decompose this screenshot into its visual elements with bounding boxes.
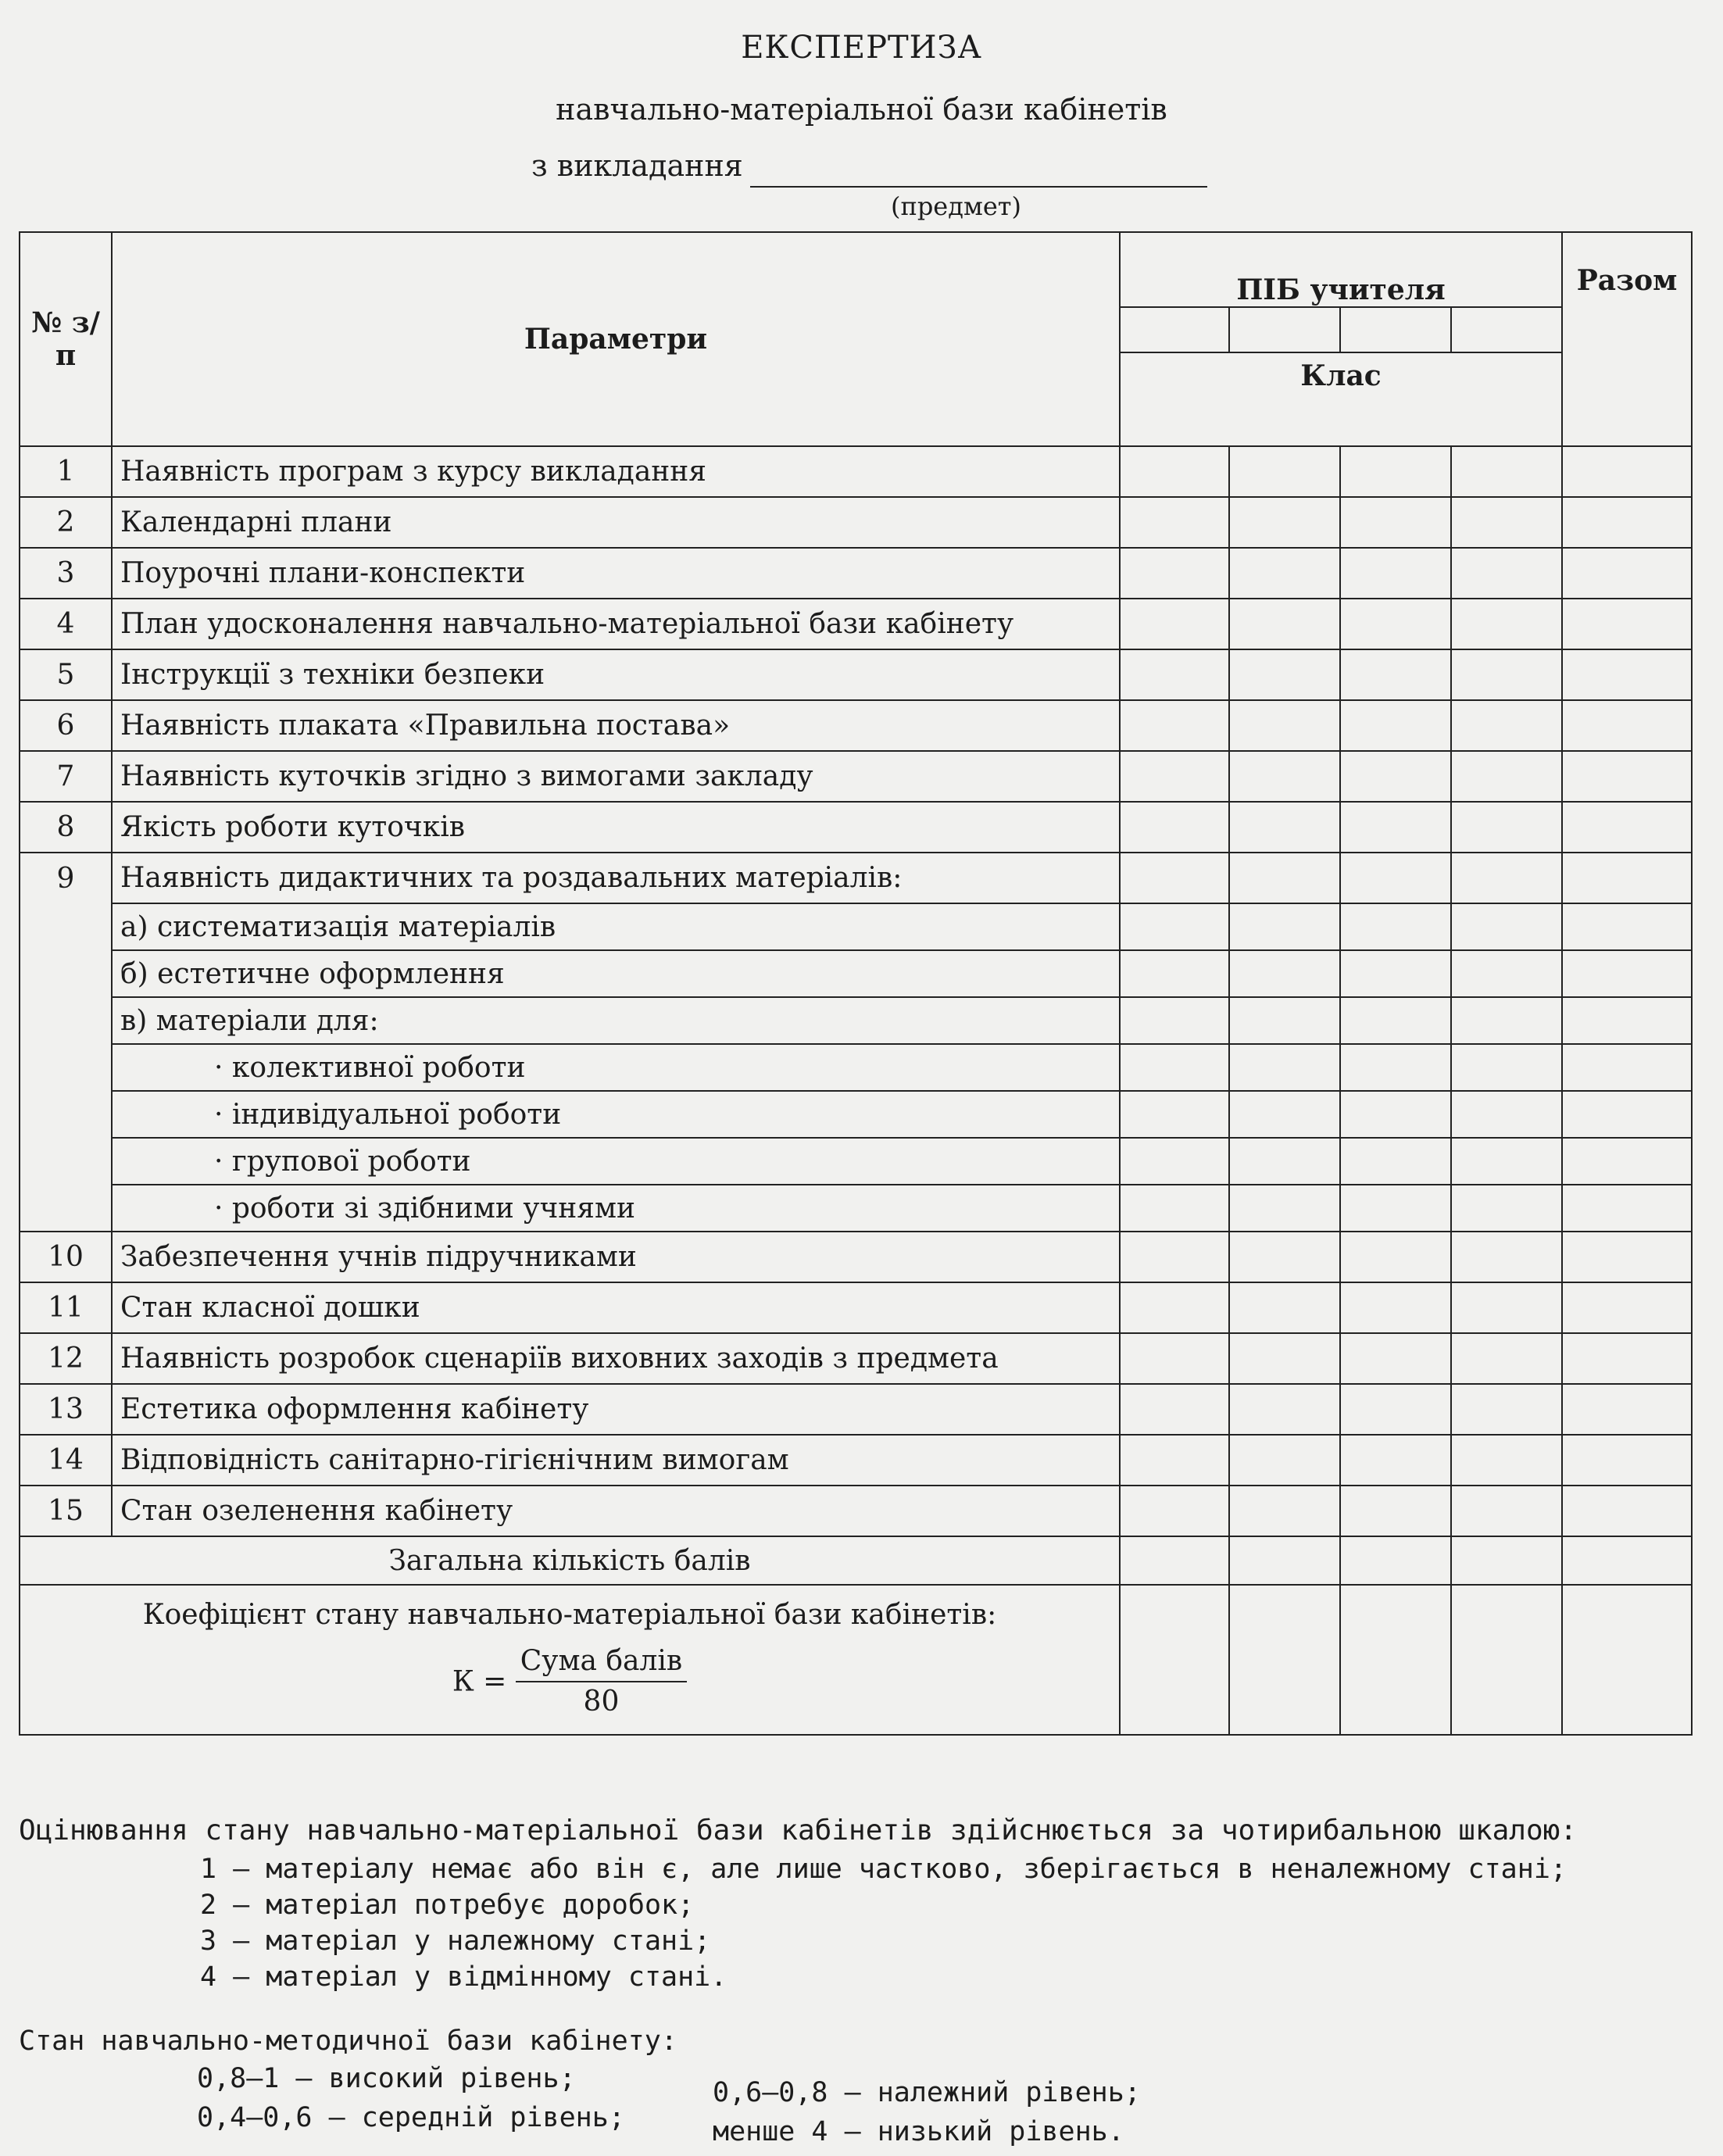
total-cell[interactable] (1562, 497, 1692, 548)
row-number: 14 (20, 1435, 112, 1486)
score-cell[interactable] (1120, 1486, 1229, 1536)
total-cell[interactable] (1562, 853, 1692, 903)
score-cell[interactable] (1451, 802, 1562, 853)
total-cell[interactable] (1562, 1486, 1692, 1536)
total-cell[interactable] (1562, 1282, 1692, 1333)
total-cell[interactable] (1562, 1185, 1692, 1232)
score-cell[interactable] (1340, 1282, 1451, 1333)
coefficient-cell (20, 1585, 1120, 1735)
score-cell[interactable] (1120, 599, 1229, 649)
row-param: Наявність дидактичних та роздавальних матеріалів: (112, 853, 1120, 903)
score-cell[interactable] (1120, 1536, 1229, 1585)
score-cell[interactable] (1120, 1435, 1229, 1486)
score-cell[interactable] (1451, 497, 1562, 548)
total-cell[interactable] (1562, 1435, 1692, 1486)
score-cell[interactable] (1229, 903, 1340, 950)
score-cell[interactable] (1340, 903, 1451, 950)
score-cell[interactable] (1120, 446, 1229, 497)
score-cell[interactable] (1340, 1185, 1451, 1232)
score-cell[interactable] (1340, 700, 1451, 751)
total-cell[interactable] (1562, 1232, 1692, 1282)
teacher-cell[interactable] (1340, 307, 1451, 352)
row-number: 15 (20, 1486, 112, 1536)
score-cell[interactable] (1229, 1585, 1340, 1735)
row-subparam: б) естетичне оформлення (112, 950, 1120, 997)
teacher-cell[interactable] (1120, 307, 1229, 352)
row-param: Стан класної дошки (112, 1282, 1120, 1333)
score-cell[interactable] (1229, 446, 1340, 497)
table-row (20, 1138, 1692, 1185)
row-number: 2 (20, 497, 112, 548)
score-cell[interactable] (1451, 1585, 1562, 1735)
score-cell[interactable] (1340, 497, 1451, 548)
score-cell[interactable] (1229, 802, 1340, 853)
score-cell[interactable] (1229, 1333, 1340, 1384)
table-row (20, 1185, 1692, 1232)
col-teacher-header: ПІБ учителя (1120, 232, 1562, 307)
total-cell[interactable] (1562, 1585, 1692, 1735)
table-row (20, 1333, 1692, 1384)
score-cell[interactable] (1229, 997, 1340, 1044)
levels-intro: Стан навчально-методичної бази кабінету: (19, 2025, 677, 2057)
table-row (20, 599, 1692, 649)
row-param: План удосконалення навчально-матеріальної бази кабінету (112, 599, 1120, 649)
score-cell[interactable] (1229, 1486, 1340, 1536)
row-param: Відповідність санітарно-гігієнічним вимогам (112, 1435, 1120, 1486)
row-number: 11 (20, 1282, 112, 1333)
formula-k: К = (452, 1665, 507, 1697)
score-cell[interactable] (1120, 649, 1229, 700)
score-cell[interactable] (1340, 1486, 1451, 1536)
score-cell[interactable] (1120, 1585, 1229, 1735)
score-cell[interactable] (1120, 1333, 1229, 1384)
scale-item: 4 — матеріал у відмінному стані. (200, 1961, 727, 1993)
total-cell[interactable] (1562, 997, 1692, 1044)
row-param: Забезпечення учнів підручниками (112, 1232, 1120, 1282)
row-param: Стан озеленення кабінету (112, 1486, 1120, 1536)
score-cell[interactable] (1340, 446, 1451, 497)
coefficient-label: Коефіцієнт стану навчально-матеріальної бази кабінетів: (142, 1598, 997, 1631)
formula-fraction (516, 1642, 687, 1722)
score-cell[interactable] (1120, 1282, 1229, 1333)
score-cell[interactable] (1340, 802, 1451, 853)
scale-item: 2 — матеріал потребує доробок; (200, 1890, 695, 1921)
score-cell[interactable] (1451, 903, 1562, 950)
scale-item: 1 — матеріалу немає або він є, але лише частково, зберігається в неналежному стані; (200, 1854, 1567, 1885)
score-cell[interactable] (1120, 548, 1229, 599)
score-cell[interactable] (1229, 497, 1340, 548)
row-number: 1 (20, 446, 112, 497)
total-cell[interactable] (1562, 1384, 1692, 1435)
score-cell[interactable] (1229, 700, 1340, 751)
total-cell[interactable] (1562, 802, 1692, 853)
row-param: Поурочні плани-конспекти (112, 548, 1120, 599)
score-cell[interactable] (1229, 1185, 1340, 1232)
teacher-cell[interactable] (1229, 307, 1340, 352)
score-cell[interactable] (1451, 950, 1562, 997)
row-number: 3 (20, 548, 112, 599)
score-cell[interactable] (1120, 950, 1229, 997)
score-cell[interactable] (1120, 497, 1229, 548)
row-number: 9 (20, 853, 112, 1232)
score-cell[interactable] (1451, 599, 1562, 649)
row-param: Календарні плани (112, 497, 1120, 548)
score-cell[interactable] (1340, 1138, 1451, 1185)
row-param: Наявність плаката «Правильна постава» (112, 700, 1120, 751)
score-cell[interactable] (1120, 802, 1229, 853)
total-cell[interactable] (1562, 950, 1692, 997)
row-number: 8 (20, 802, 112, 853)
score-cell[interactable] (1229, 1282, 1340, 1333)
total-label: Загальна кількість балів (20, 1536, 1120, 1585)
score-cell[interactable] (1451, 1435, 1562, 1486)
score-cell[interactable] (1451, 1138, 1562, 1185)
table-row (20, 446, 1692, 497)
score-cell[interactable] (1451, 751, 1562, 802)
row-param: Інструкції з техніки безпеки (112, 649, 1120, 700)
table-row (20, 853, 1692, 903)
teacher-cell[interactable] (1451, 307, 1562, 352)
row-number: 13 (20, 1384, 112, 1435)
level-high: 0,8–1 — високий рівень; (197, 2063, 576, 2094)
level-medium: 0,4–0,6 — середній рівень; (197, 2102, 625, 2133)
score-cell[interactable] (1340, 1585, 1451, 1735)
expertise-table (19, 231, 1693, 1736)
score-cell[interactable] (1451, 1333, 1562, 1384)
score-cell[interactable] (1451, 1486, 1562, 1536)
score-cell[interactable] (1229, 599, 1340, 649)
document-title: ЕКСПЕРТИЗА (741, 30, 982, 66)
coefficient-formula (28, 1642, 1111, 1722)
row-bullet: · групової роботи (112, 1138, 1120, 1185)
score-cell[interactable] (1451, 1185, 1562, 1232)
score-cell[interactable] (1340, 853, 1451, 903)
score-cell[interactable] (1229, 1435, 1340, 1486)
score-cell[interactable] (1120, 1138, 1229, 1185)
score-cell[interactable] (1120, 751, 1229, 802)
table-row (20, 700, 1692, 751)
document-subtitle: навчально-матеріальної бази кабінетів (556, 92, 1167, 127)
score-cell[interactable] (1120, 903, 1229, 950)
row-number: 5 (20, 649, 112, 700)
total-cell[interactable] (1562, 1333, 1692, 1384)
score-cell[interactable] (1229, 950, 1340, 997)
score-cell[interactable] (1451, 1091, 1562, 1138)
table-row (20, 1384, 1692, 1435)
table-row (20, 497, 1692, 548)
total-cell[interactable] (1562, 903, 1692, 950)
score-cell[interactable] (1229, 1384, 1340, 1435)
score-cell[interactable] (1120, 1232, 1229, 1282)
table-row (20, 649, 1692, 700)
table-row (20, 1044, 1692, 1091)
score-cell[interactable] (1451, 446, 1562, 497)
row-number: 10 (20, 1232, 112, 1282)
score-cell[interactable] (1120, 1185, 1229, 1232)
score-cell[interactable] (1340, 548, 1451, 599)
row-number: 6 (20, 700, 112, 751)
scale-intro: Оцінювання стану навчально-матеріальної бази кабінетів здійснюється за чотирибальною шкалою: (19, 1815, 1577, 1847)
score-cell[interactable] (1451, 853, 1562, 903)
table-row (20, 548, 1692, 599)
row-bullet: · роботи зі здібними учнями (112, 1185, 1120, 1232)
score-cell[interactable] (1229, 1044, 1340, 1091)
score-cell[interactable] (1229, 1138, 1340, 1185)
score-cell[interactable] (1340, 997, 1451, 1044)
score-cell[interactable] (1120, 700, 1229, 751)
row-subparam: а) систематизація матеріалів (112, 903, 1120, 950)
score-cell[interactable] (1340, 649, 1451, 700)
score-cell[interactable] (1229, 1232, 1340, 1282)
score-cell[interactable] (1340, 1232, 1451, 1282)
row-bullet: · індивідуальної роботи (112, 1091, 1120, 1138)
score-cell[interactable] (1340, 1435, 1451, 1486)
total-row (20, 1536, 1692, 1585)
score-cell[interactable] (1451, 649, 1562, 700)
subject-prefix: з викладання (531, 148, 743, 183)
table-row (20, 950, 1692, 997)
formula-denominator: 80 (583, 1685, 620, 1718)
score-cell[interactable] (1340, 1384, 1451, 1435)
total-cell[interactable] (1562, 700, 1692, 751)
total-cell[interactable] (1562, 599, 1692, 649)
col-class-header: Клас (1120, 352, 1562, 446)
row-param: Естетика оформлення кабінету (112, 1384, 1120, 1435)
score-cell[interactable] (1451, 700, 1562, 751)
table-row (20, 1486, 1692, 1536)
score-cell[interactable] (1340, 1333, 1451, 1384)
score-cell[interactable] (1229, 548, 1340, 599)
col-number-header: № з/п (20, 232, 112, 446)
total-cell[interactable] (1562, 548, 1692, 599)
row-param: Наявність куточків згідно з вимогами закладу (112, 751, 1120, 802)
col-total-header: Разом (1562, 232, 1692, 446)
total-cell[interactable] (1562, 751, 1692, 802)
row-subparam: в) матеріали для: (112, 997, 1120, 1044)
row-number: 7 (20, 751, 112, 802)
score-cell[interactable] (1340, 1044, 1451, 1091)
score-cell[interactable] (1340, 1536, 1451, 1585)
score-cell[interactable] (1229, 853, 1340, 903)
col-params-header: Параметри (112, 232, 1120, 446)
total-cell[interactable] (1562, 1091, 1692, 1138)
table-row (20, 997, 1692, 1044)
table-row (20, 1282, 1692, 1333)
score-cell[interactable] (1451, 997, 1562, 1044)
score-cell[interactable] (1451, 1232, 1562, 1282)
total-cell[interactable] (1562, 649, 1692, 700)
score-cell[interactable] (1451, 1044, 1562, 1091)
level-low: менше 4 — низький рівень. (713, 2116, 1124, 2147)
row-number: 4 (20, 599, 112, 649)
score-cell[interactable] (1229, 751, 1340, 802)
table-row (20, 751, 1692, 802)
score-cell[interactable] (1451, 1384, 1562, 1435)
row-number: 12 (20, 1333, 112, 1384)
table-row (20, 1091, 1692, 1138)
score-cell[interactable] (1340, 1091, 1451, 1138)
total-cell[interactable] (1562, 1044, 1692, 1091)
score-cell[interactable] (1451, 548, 1562, 599)
score-cell[interactable] (1340, 751, 1451, 802)
score-cell[interactable] (1229, 1536, 1340, 1585)
score-cell[interactable] (1120, 853, 1229, 903)
table-row (20, 1232, 1692, 1282)
total-cell[interactable] (1562, 446, 1692, 497)
score-cell[interactable] (1229, 649, 1340, 700)
score-cell[interactable] (1120, 1091, 1229, 1138)
score-cell[interactable] (1451, 1536, 1562, 1585)
subject-caption: (предмет) (891, 191, 1021, 221)
row-bullet: · колективної роботи (112, 1044, 1120, 1091)
row-param: Наявність розробок сценаріїв виховних заходів з предмета (112, 1333, 1120, 1384)
level-proper: 0,6–0,8 — належний рівень; (713, 2077, 1141, 2108)
score-cell[interactable] (1120, 997, 1229, 1044)
subject-blank-line[interactable] (750, 186, 1207, 188)
score-cell[interactable] (1340, 950, 1451, 997)
total-cell[interactable] (1562, 1536, 1692, 1585)
score-cell[interactable] (1340, 599, 1451, 649)
scale-item: 3 — матеріал у належному стані; (200, 1925, 711, 1957)
coefficient-row (20, 1585, 1692, 1735)
table-row (20, 1435, 1692, 1486)
total-cell[interactable] (1562, 1138, 1692, 1185)
score-cell[interactable] (1120, 1384, 1229, 1435)
score-cell[interactable] (1451, 1282, 1562, 1333)
row-param: Якість роботи куточків (112, 802, 1120, 853)
table-row (20, 802, 1692, 853)
score-cell[interactable] (1229, 1091, 1340, 1138)
table-row (20, 903, 1692, 950)
formula-numerator: Сума балів (516, 1642, 687, 1682)
row-param: Наявність програм з курсу викладання (112, 446, 1120, 497)
score-cell[interactable] (1120, 1044, 1229, 1091)
